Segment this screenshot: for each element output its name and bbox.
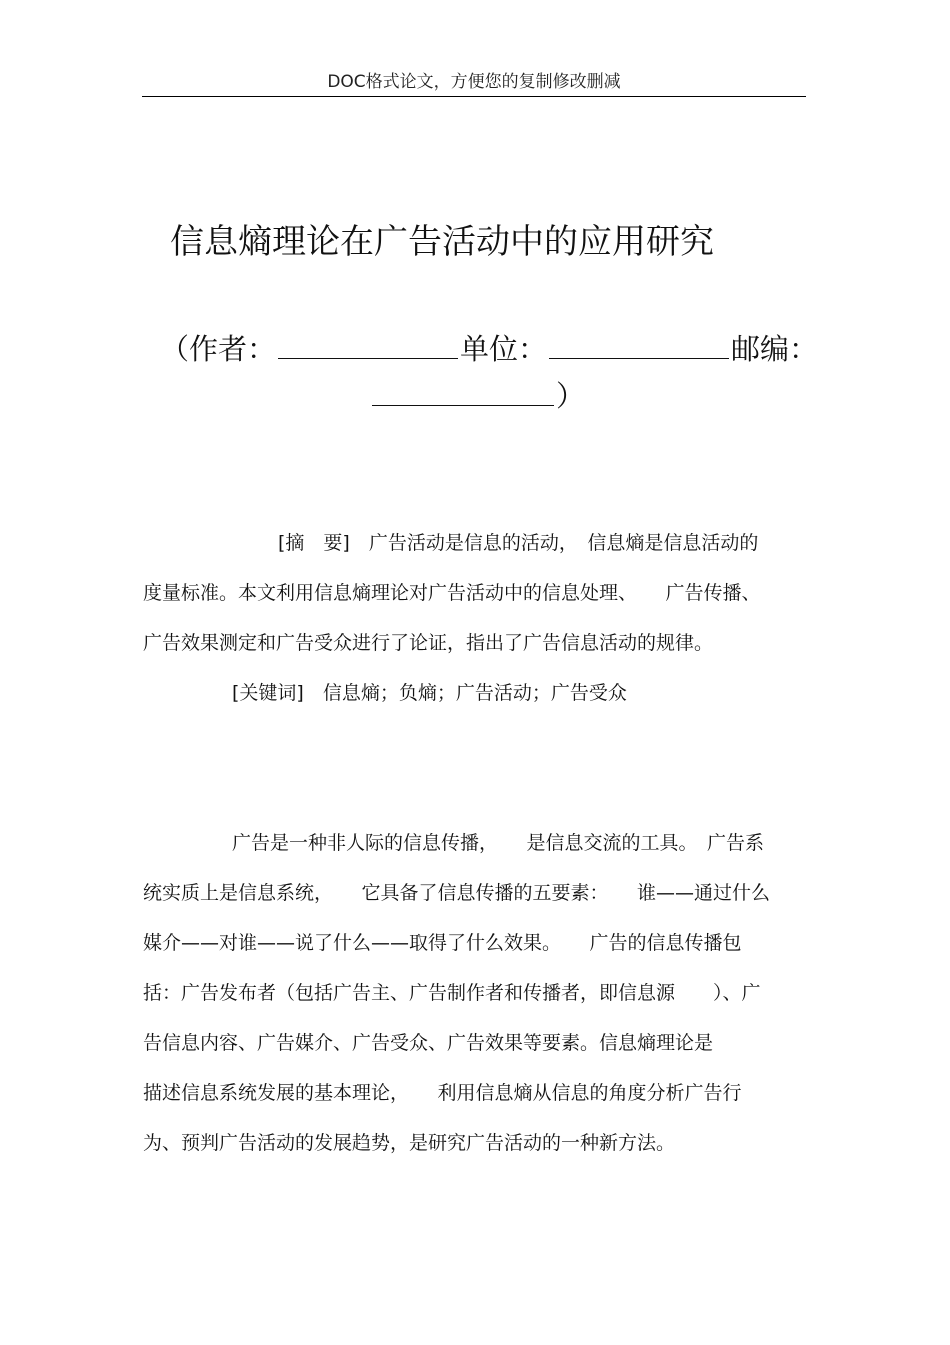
author-info-line	[160, 322, 819, 372]
body-line: 括：广告发布者（包括广告主、广告制作者和传播者，即信息源 ）、广	[143, 982, 761, 1004]
paper-title: 信息熵理论在广告活动中的应用研究	[170, 222, 714, 262]
unit-label: 单位：	[460, 332, 548, 366]
abstract-line: 度量标准。本文利用信息熵理论对广告活动中的信息处理、 广告传播、	[143, 582, 761, 604]
body-line: 描述信息系统发展的基本理论， 利用信息熵从信息的角度分析广告行	[143, 1082, 742, 1104]
postcode-label: 邮编：	[731, 332, 819, 366]
page-header: DOC格式论文，方便您的复制修改删减	[327, 72, 621, 92]
header-rule	[142, 96, 806, 97]
body-line: 告信息内容、广告媒介、广告受众、广告效果等要素。信息熵理论是	[143, 1032, 714, 1054]
author-close-paren: ）	[556, 379, 586, 413]
body-line: 媒介——对谁——说了什么——取得了什么效果。 广告的信息传播包	[143, 932, 742, 954]
body-line: 为、预判广告活动的发展趋势，是研究广告活动的一种新方法。	[143, 1132, 676, 1154]
author-blank	[278, 322, 458, 359]
author-info-line-2	[370, 369, 585, 419]
unit-blank	[549, 322, 729, 359]
postcode-blank	[372, 369, 554, 406]
abstract-line: [摘 要] 广告活动是信息的活动， 信息熵是信息活动的	[278, 532, 759, 554]
body-line: 广告是一种非人际的信息传播， 是信息交流的工具。 广告系	[232, 832, 765, 854]
abstract-line: 广告效果测定和广告受众进行了论证，指出了广告信息活动的规律。	[143, 632, 714, 654]
body-line: 统实质上是信息系统， 它具备了信息传播的五要素： 谁——通过什么	[143, 882, 771, 904]
author-label: （作者：	[160, 332, 277, 366]
keywords-line: [关键词] 信息熵；负熵；广告活动；广告受众	[232, 682, 627, 704]
